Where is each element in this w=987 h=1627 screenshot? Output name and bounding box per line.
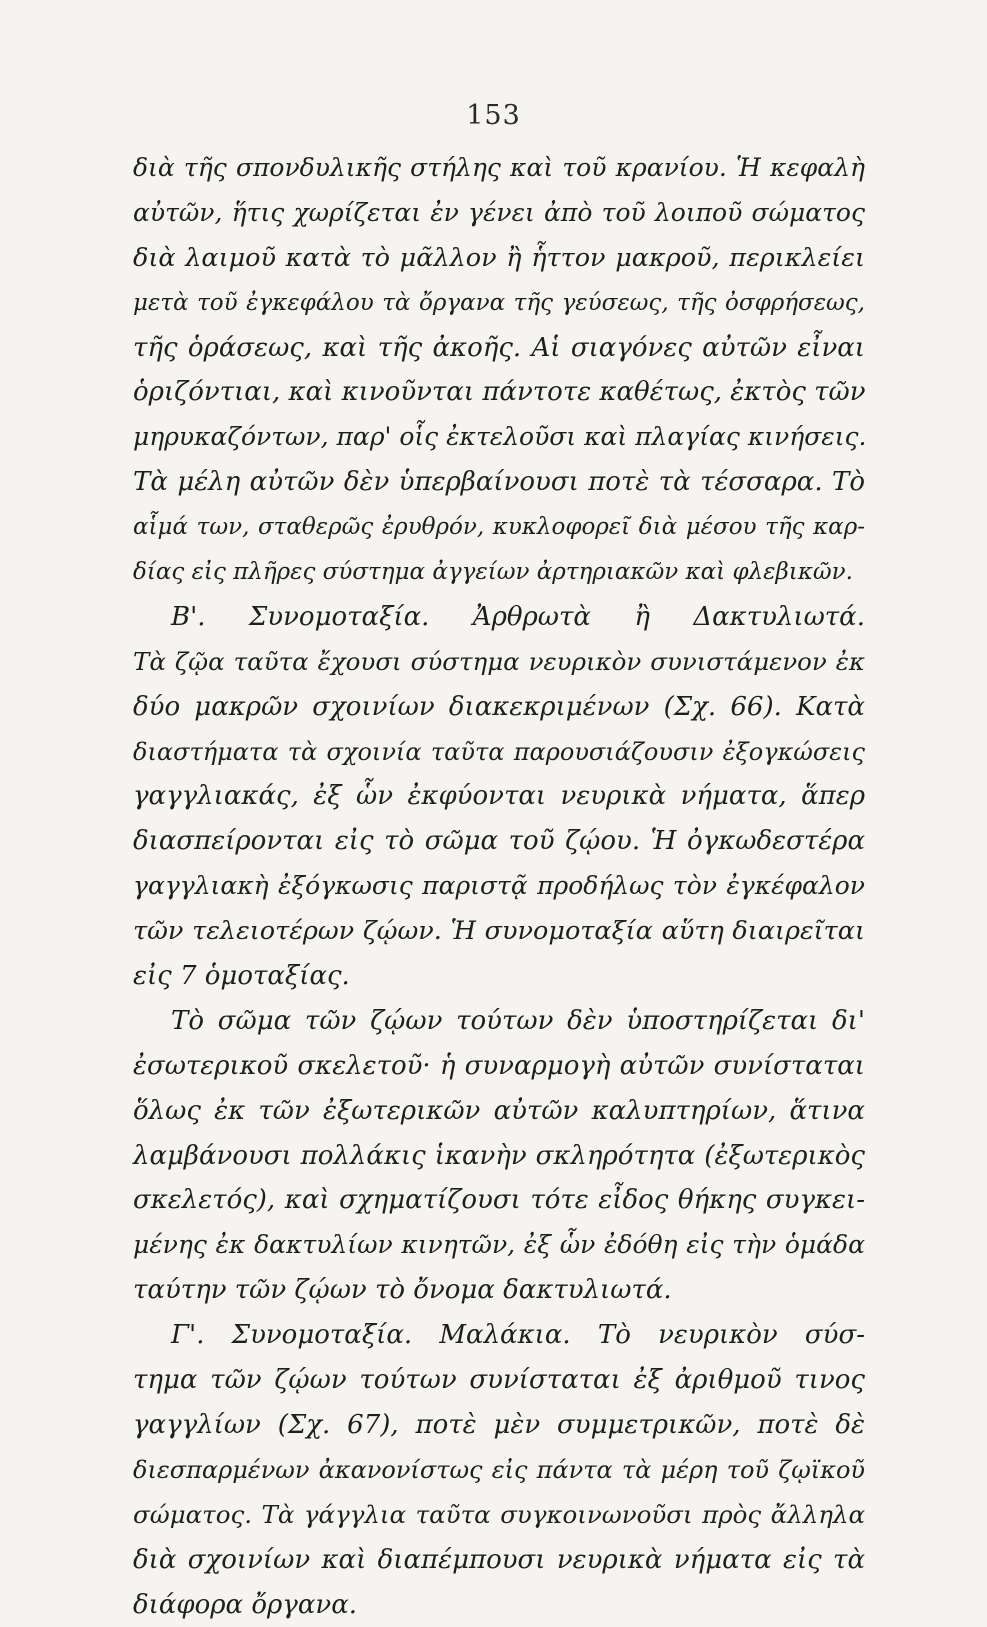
text-line: τῶν τελειοτέρων ζῴων. Ἡ συνομοταξία αὕτη διαιρεῖται bbox=[133, 909, 865, 954]
text-line: μηρυκαζόντων, παρ' οἷς ἐκτελοῦσι καὶ πλαγίας κινήσεις. bbox=[133, 415, 865, 460]
text-line: Τὰ ζῷα ταῦτα ἔχουσι σύστημα νευρικὸν συνιστάμενον ἐκ bbox=[133, 640, 865, 685]
text-line: σκελετός), καὶ σχηματίζουσι τότε εἶδος θήκης συγκει- bbox=[133, 1178, 865, 1223]
text-line: γαγγλίων (Σχ. 67), ποτὲ μὲν συμμετρικῶν, ποτὲ δὲ bbox=[133, 1403, 865, 1448]
text-line: ὅλως ἐκ τῶν ἐξωτερικῶν αὐτῶν καλυπτηρίων, ἅτινα bbox=[133, 1089, 865, 1134]
text-line: διὰ τῆς σπονδυλικῆς στήλης καὶ τοῦ κρανίου. Ἡ κεφαλὴ bbox=[133, 146, 865, 191]
text-line: διασπείρονται εἰς τὸ σῶμα τοῦ ζῴου. Ἡ ὀγκωδεστέρα bbox=[133, 819, 865, 864]
page-number: 153 bbox=[0, 100, 987, 131]
text-line: μετὰ τοῦ ἐγκεφάλου τὰ ὄργανα τῆς γεύσεως, τῆς ὀσφρήσεως, bbox=[133, 281, 865, 326]
text-line: γαγγλιακὴ ἐξόγκωσις παριστᾷ προδήλως τὸν ἐγκέφαλον bbox=[133, 864, 865, 909]
text-line: τημα τῶν ζῴων τούτων συνίσταται ἐξ ἀριθμοῦ τινος bbox=[133, 1358, 865, 1403]
text-line: ἐσωτερικοῦ σκελετοῦ· ἡ συναρμογὴ αὐτῶν συνίσταται bbox=[133, 1044, 865, 1089]
text-line: εἰς 7 ὁμοταξίας. bbox=[133, 954, 865, 999]
text-line: γαγγλιακάς, ἐξ ὧν ἐκφύονται νευρικὰ νήματα, ἅπερ bbox=[133, 774, 865, 819]
body-text bbox=[133, 146, 865, 1627]
text-line: διεσπαρμένων ἀκανονίστως εἰς πάντα τὰ μέρη τοῦ ζῳϊκοῦ bbox=[133, 1448, 865, 1493]
text-line: λαμβάνουσι πολλάκις ἱκανὴν σκληρότητα (ἐξωτερικὸς bbox=[133, 1134, 865, 1179]
text-line: σώματος. Τὰ γάγγλια ταῦτα συγκοινωνοῦσι πρὸς ἄλληλα bbox=[133, 1493, 865, 1538]
text-line: διὰ λαιμοῦ κατὰ τὸ μᾶλλον ἢ ἧττον μακροῦ, περικλείει bbox=[133, 236, 865, 281]
section-heading-b: Β'. Συνομοταξία. Ἀρθρωτὰ ἢ Δακτυλιωτά. bbox=[133, 595, 865, 640]
text-line: διὰ σχοινίων καὶ διαπέμπουσι νευρικὰ νήματα εἰς τὰ bbox=[133, 1538, 865, 1583]
text-line: ὁριζόντιαι, καὶ κινοῦνται πάντοτε καθέτως, ἐκτὸς τῶν bbox=[133, 370, 865, 415]
text-line: αὐτῶν, ἥτις χωρίζεται ἐν γένει ἀπὸ τοῦ λοιποῦ σώματος bbox=[133, 191, 865, 236]
text-line: Τὰ μέλη αὐτῶν δὲν ὑπερβαίνουσι ποτὲ τὰ τέσσαρα. Τὸ bbox=[133, 460, 865, 505]
text-line: διάφορα ὄργανα. bbox=[133, 1583, 865, 1627]
text-line: αἷμά των, σταθερῶς ἐρυθρόν, κυκλοφορεῖ διὰ μέσου τῆς καρ- bbox=[133, 505, 865, 550]
text-line: μένης ἐκ δακτυλίων κινητῶν, ἐξ ὧν ἐδόθη εἰς τὴν ὁμάδα bbox=[133, 1223, 865, 1268]
text-line: δίας εἰς πλῆρες σύστημα ἀγγείων ἀρτηριακῶν καὶ φλεβικῶν. bbox=[133, 550, 865, 595]
text-line: δύο μακρῶν σχοινίων διακεκριμένων (Σχ. 66). Κατὰ bbox=[133, 685, 865, 730]
section-heading-c: Γ'. Συνομοταξία. Μαλάκια. Τὸ νευρικὸν σύσ- bbox=[133, 1313, 865, 1358]
text-line: τῆς ὁράσεως, καὶ τῆς ἀκοῆς. Αἱ σιαγόνες αὐτῶν εἶναι bbox=[133, 326, 865, 371]
text-line: ταύτην τῶν ζῴων τὸ ὄνομα δακτυλιωτά. bbox=[133, 1268, 865, 1313]
paragraph-start: Τὸ σῶμα τῶν ζῴων τούτων δὲν ὑποστηρίζεται δι' bbox=[133, 999, 865, 1044]
text-line: διαστήματα τὰ σχοινία ταῦτα παρουσιάζουσιν ἐξογκώσεις bbox=[133, 730, 865, 775]
